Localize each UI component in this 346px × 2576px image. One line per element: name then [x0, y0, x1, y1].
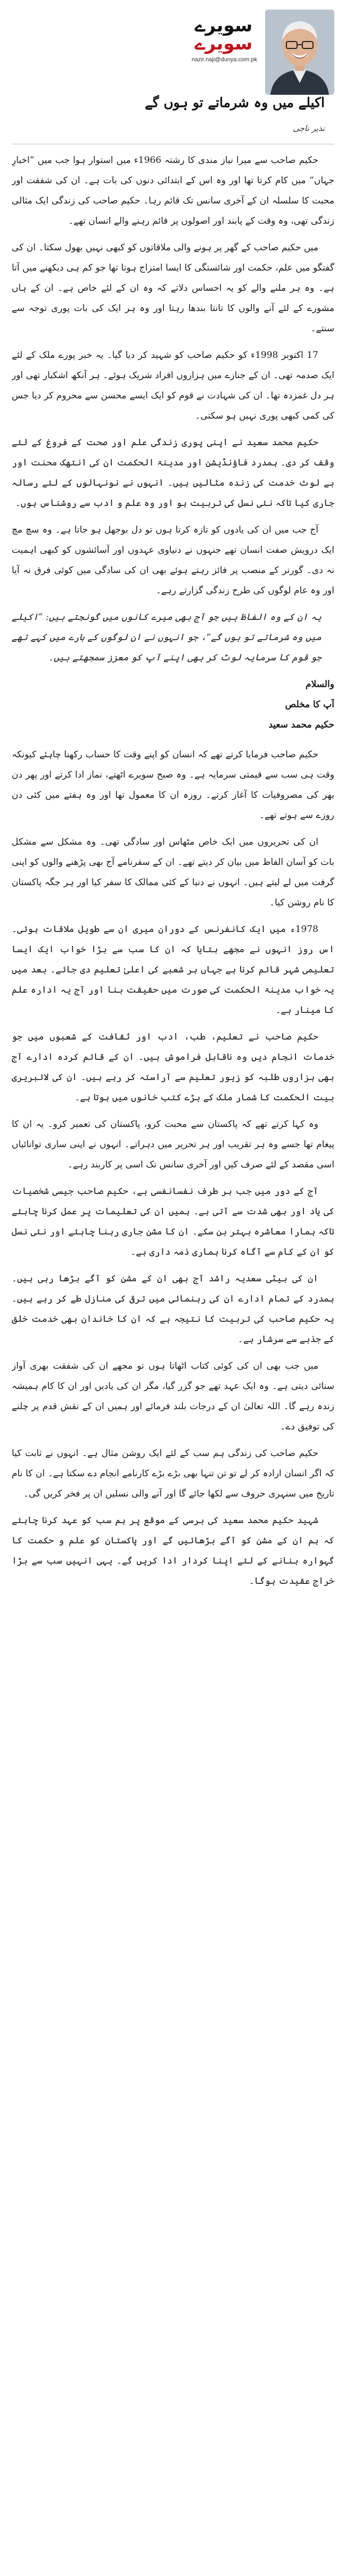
article-body [12, 150, 334, 2568]
article-paragraph: آج کے دور میں جب ہر طرف نفسانفسی ہے، حکیم صاحب جیسی شخصیات کی یاد اور بھی شدت سے آتی ہے۔ ہمیں ان کی تعلیمات پر عمل کرنا چاہئے تاکہ ہمارا معاشرہ بہتر بن سکے۔ ان کا مشن جاری رہنا چاہئے اور نئی نسل کو ان کے کام سے آگاہ کرنا ہماری ذمہ داری ہے۔ [12, 1186, 334, 1257]
columnist-portrait-image [265, 10, 334, 95]
article-paragraph: آج جب میں ان کی یادوں کو تازہ کرتا ہوں تو دل بوجھل ہو جاتا ہے۔ وہ سچ مچ ایک درویش صفت انسان تھے جنہوں نے دنیاوی عہدوں اور آسائشوں کو کبھی اہمیت نہ دی۔ گورنر کے منصب پر فائز رہتے ہوئے بھی ان کی سادگی میں کوئی فرق نہ آیا اور وہ عام لوگوں کی طرح زندگی گزارتے رہے۔ [12, 525, 334, 596]
article-paragraph: 17 اکتوبر 1998ء کو حکیم صاحب کو شہید کر دیا گیا۔ یہ خبر پورے ملک کے لئے ایک صدمہ تھی۔ ان کے جنازے میں ہزاروں افراد شریک ہوئے۔ ہر آنکھ اشکبار تھی اور ہر دل غمزدہ تھا۔ ان کی شہادت نے قوم کو ایک ایسے محسن سے محروم کر دیا جس کی کمی کبھی پوری نہیں ہو سکتی۔ [12, 350, 334, 421]
article-paragraph: حکیم صاحب نے تعلیم، طب، ادب اور ثقافت کے شعبوں میں جو خدمات انجام دیں وہ ناقابل فراموش ہیں۔ ان کے قائم کردہ ادارے آج بھی ہزاروں طلبہ کو زیور تعلیم سے آراستہ کر رہے ہیں۔ ان کی لائبریری بیت الحکمت کا شمار ملک کے بڑے کتب خانوں میں ہوتا ہے۔ [12, 1032, 334, 1103]
article-paragraph: ان کی بیٹی سعدیہ راشد آج بھی ان کے مشن کو آگے بڑھا رہی ہیں۔ ہمدرد کے تمام ادارے ان کی رہنمائی میں ترقی کی منازل طے کر رہے ہیں۔ یہ حکیم صاحب کی تربیت کا نتیجہ ہے کہ ان کا خاندان بھی خدمت خلق کے جذبے سے سرشار ہے۔ [12, 1273, 334, 1345]
column-logo-line2: سویرے [194, 33, 253, 54]
article-paragraph: وہ کہا کرتے تھے کہ پاکستان سے محبت کرو، پاکستان کی تعمیر کرو۔ یہ ان کا پیغام تھا جسے وہ ہر تقریب اور ہر تحریر میں دہراتے۔ انہوں نے اپنی ساری توانائیاں اسی مقصد کے لئے صرف کیں اور آخری سانس تک اسی پر کاربند رہے۔ [12, 1119, 334, 1170]
article-paragraph: حکیم صاحب سے میرا نیاز مندی کا رشتہ 1966ء میں استوار ہوا جب میں ”اخبارِ جہاں“ میں کام کرتا تھا اور وہ اس کے ابتدائی دنوں کی بات ہے۔ ان کی شفقت اور محبت کا سلسلہ ان کے آخری سانس تک قائم رہا۔ حکیم صاحب کی زندگی ایک مثالی زندگی تھی، وہ وقت کے پابند اور اصولوں پر قائم رہنے والے انسان تھے۔ [12, 155, 334, 226]
article-paragraph: حکیم صاحب فرمایا کرتے تھے کہ انسان کو اپنے وقت کا حساب رکھنا چاہئے کیونکہ وقت ہی سب سے قیمتی سرمایہ ہے۔ وہ صبح سویرے اٹھتے، نماز ادا کرتے اور پھر دن بھر کی مصروفیات کا آغاز کرتے۔ روزہ ان کا معمول تھا اور وہ ہفتے میں کئی دن روزے سے ہوتے تھے۔ [12, 749, 334, 821]
columnist-email[interactable]: nazir.naji@dunya.com.pk [192, 56, 258, 63]
letter-signoff [12, 674, 334, 735]
article-headline: اکیلے میں وہ شرماتے تو ہوں گے [145, 95, 325, 110]
column-logo [192, 15, 256, 63]
article-paragraph: میں حکیم صاحب کے گھر پر ہونے والی ملاقاتوں کو کبھی نہیں بھول سکتا۔ ان کی گفتگو میں علم، حکمت اور شائستگی کا ایسا امتزاج ہوتا تھا جو کم ہی دیکھنے میں آتا ہے۔ وہ ہر ملنے والے کو یہ احساس دلاتے کہ وہ ان کے لئے خاص ہے۔ ان کے ہاں مشورے کے لئے آنے والوں کا تانتا بندھا رہتا اور وہ ہر ایک کی بات پوری توجہ سے سنتے۔ [12, 242, 334, 334]
signoff-line: آپ کا مخلص [285, 699, 334, 710]
article-quote: یہ ان کے وہ الفاظ ہیں جو آج بھی میرے کانوں میں گونجتے ہیں: ”اکیلے میں وہ شرماتے تو ہوں گے“، جو انہوں نے ان لوگوں کے بارے میں کہے تھے جو قوم کا سرمایہ لوٹ کر بھی اپنے آپ کو معزز سمجھتے ہیں۔ [12, 612, 322, 663]
article-paragraph: حکیم محمد سعید نے اپنی پوری زندگی علم اور صحت کے فروغ کے لئے وقف کر دی۔ ہمدرد فاؤنڈیشن اور مدینۃ الحکمت ان کی انتھک محنت اور بے لوث خدمت کی زندہ مثالیں ہیں۔ انہوں نے نونہالوں کے لئے رسالہ جاری کیا تاکہ نئی نسل کی تربیت ہو اور وہ علم و ادب سے روشناس ہوں۔ [12, 437, 334, 509]
article-paragraph: شہید حکیم محمد سعید کی برسی کے موقع پر ہم سب کو عہد کرنا چاہئے کہ ہم ان کے مشن کو آگے بڑھائیں گے اور پاکستان کو علم و حکمت کا گہوارہ بنانے کے لئے اپنا کردار ادا کریں گے۔ یہی انہیں سب سے بڑا خراج عقیدت ہوگا۔ [12, 1515, 334, 1587]
article-byline: نذیر ناجی [293, 124, 325, 133]
column-header [0, 0, 346, 152]
article-paragraph: 1978ء میں ایک کانفرنس کے دوران میری ان سے طویل ملاقات ہوئی۔ اس روز انہوں نے مجھے بتایا کہ ان کا سب سے بڑا خواب ایک ایسا تعلیمی شہر قائم کرنا ہے جہاں ہر شعبے کی اعلیٰ تعلیم دی جائے۔ بعد میں یہ خواب مدینۃ الحکمت کی صورت میں حقیقت بنا اور آج یہ ادارہ علم کا مینار ہے۔ [12, 924, 334, 1016]
article-paragraph: حکیم صاحب کی زندگی ہم سب کے لئے ایک روشن مثال ہے۔ انہوں نے ثابت کیا کہ اگر انسان ارادہ کر لے تو تن تنہا بھی بڑے بڑے کارنامے انجام دے سکتا ہے۔ ان کا نام تاریخ میں سنہری حروف سے لکھا جائے گا اور آنے والی نسلیں ان پر فخر کریں گی۔ [12, 1448, 334, 1499]
column-logo-line1: سویرے [194, 15, 253, 36]
columnist-photo [265, 10, 334, 95]
article-paragraph: ان کی تحریروں میں ایک خاص مٹھاس اور سادگی تھی۔ وہ مشکل سے مشکل بات کو آسان الفاظ میں بیان کر دیتے تھے۔ ان کے سفرنامے آج بھی پڑھنے والوں کو اپنی گرفت میں لے لیتے ہیں۔ انہوں نے دنیا کے کئی ممالک کا سفر کیا اور ہر جگہ پاکستان کا نام روشن کیا۔ [12, 837, 334, 908]
signoff-line: والسلام [306, 679, 334, 690]
article-paragraph: میں جب بھی ان کی کوئی کتاب اٹھاتا ہوں تو مجھے ان کی شفقت بھری آواز سنائی دیتی ہے۔ وہ ایک عہد تھے جو گزر گیا، مگر ان کی یادیں اور ان کا کام ہمیشہ زندہ رہے گا۔ اللہ تعالیٰ ان کے درجات بلند فرمائے اور ہمیں ان کے نقش قدم پر چلنے کی توفیق دے۔ [12, 1361, 334, 1432]
signoff-line: حکیم محمد سعید [268, 719, 334, 730]
